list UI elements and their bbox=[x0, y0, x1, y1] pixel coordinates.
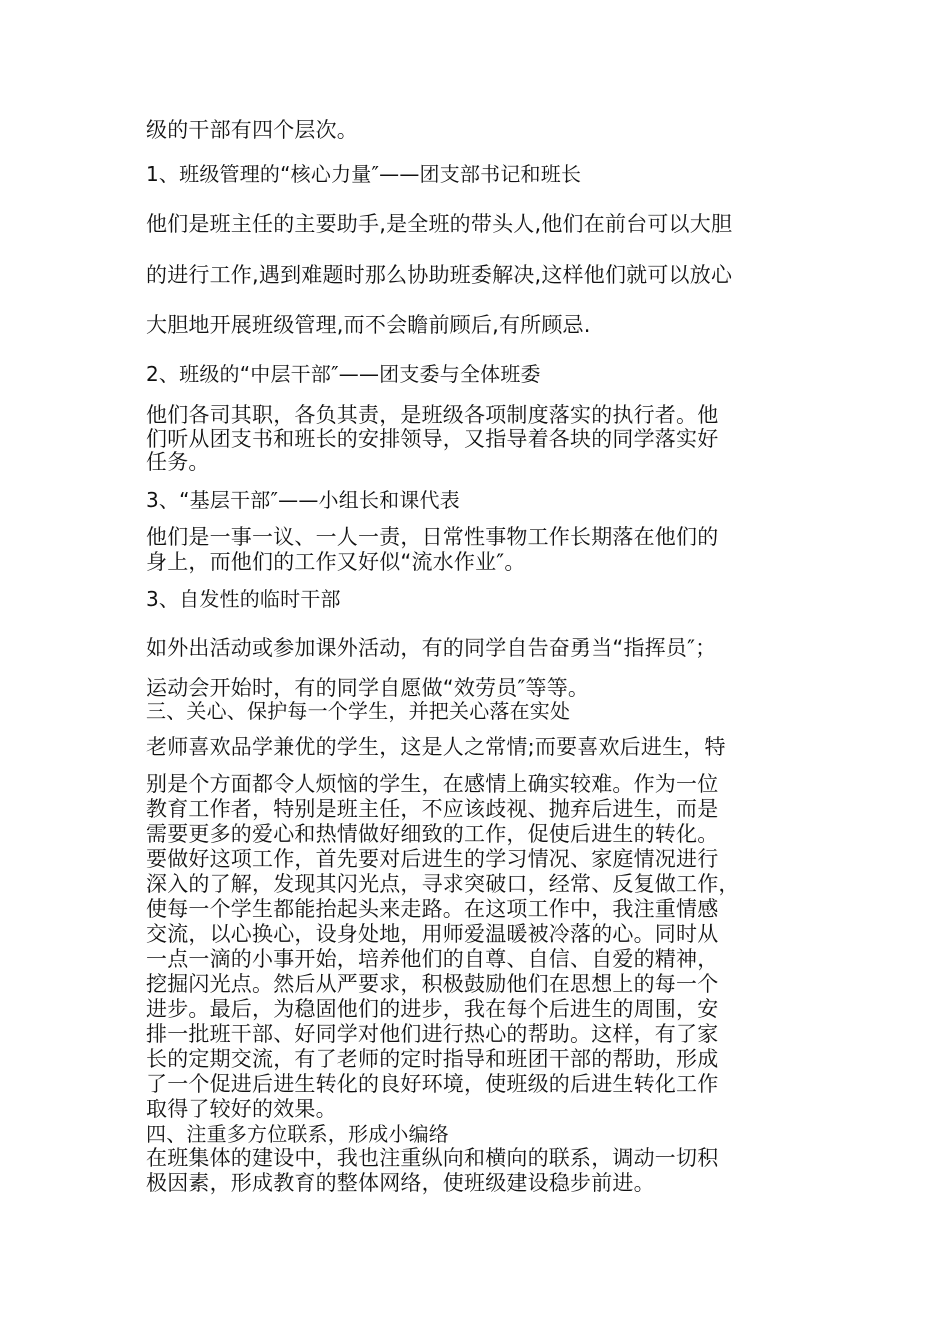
text-line: 老师喜欢品学兼优的学生，这是人之常情;而要喜欢后进生，特 bbox=[146, 735, 726, 759]
text-line: 如外出活动或参加课外活动，有的同学自告奋勇当“指挥员″； bbox=[146, 636, 717, 660]
text-line: 极因素，形成教育的整体网络，使班级建设稳步前进。 bbox=[146, 1171, 655, 1195]
text-line: 大胆地开展班级管理,而不会瞻前顾后,有所顾忌. bbox=[146, 313, 591, 337]
section-heading: 三、关心、保护每一个学生，并把关心落在实处 bbox=[146, 699, 571, 723]
text-line: 别是个方面都令人烦恼的学生，在感情上确实较难。作为一位 bbox=[146, 772, 719, 796]
text-line: 们听从团支书和班长的安排领导，又指导着各块的同学落实好 bbox=[146, 427, 719, 451]
section-heading: 2、班级的“中层干部″——团支委与全体班委 bbox=[146, 362, 541, 386]
section-heading: 四、注重多方位联系，形成小编络 bbox=[146, 1122, 449, 1146]
text-line: 使每一个学生都能抬起头来走路。在这项工作中，我注重情感 bbox=[146, 897, 719, 921]
text-line: 需要更多的爱心和热情做好细致的工作，促使后进生的转化。 bbox=[146, 822, 719, 846]
text-line: 任务。 bbox=[146, 450, 210, 474]
text-line: 他们是班主任的主要助手,是全班的带头人,他们在前台可以大胆 bbox=[146, 212, 733, 236]
text-line: 一点一滴的小事开始，培养他们的自尊、自信、自爱的精神， bbox=[146, 947, 719, 971]
text-line: 他们是一事一议、一人一责，日常性事物工作长期落在他们的 bbox=[146, 525, 719, 549]
section-heading: 3、“基层干部″——小组长和课代表 bbox=[146, 488, 460, 512]
section-heading: 3、自发性的临时干部 bbox=[146, 587, 341, 611]
text-line: 挖掘闪光点。然后从严要求，积极鼓励他们在思想上的每一个 bbox=[146, 972, 719, 996]
text-line: 深入的了解，发现其闪光点，寻求突破口，经常、反复做工作， bbox=[146, 872, 740, 896]
text-line: 的进行工作,遇到难题时那么协助班委解决,这样他们就可以放心 bbox=[146, 263, 733, 287]
text-line: 级的干部有四个层次。 bbox=[146, 118, 358, 142]
text-line: 身上，而他们的工作又好似“流水作业″。 bbox=[146, 550, 526, 574]
text-line: 排一批班干部、好同学对他们进行热心的帮助。这样，有了家 bbox=[146, 1022, 719, 1046]
section-heading: 1、班级管理的“核心力量″——团支部书记和班长 bbox=[146, 162, 582, 186]
text-line: 运动会开始时，有的同学自愿做“效劳员″等等。 bbox=[146, 676, 590, 700]
text-line: 进步。最后，为稳固他们的进步，我在每个后进生的周围，安 bbox=[146, 997, 719, 1021]
text-line: 长的定期交流，有了老师的定时指导和班团干部的帮助，形成 bbox=[146, 1047, 719, 1071]
text-line: 交流，以心换心，设身处地，用师爱温暖被冷落的心。同时从 bbox=[146, 922, 719, 946]
text-line: 他们各司其职，各负其责，是班级各项制度落实的执行者。他 bbox=[146, 403, 719, 427]
text-line: 在班集体的建设中，我也注重纵向和横向的联系，调动一切积 bbox=[146, 1146, 719, 1170]
text-line: 教育工作者，特别是班主任，不应该歧视、抛弃后进生，而是 bbox=[146, 797, 719, 821]
text-line: 取得了较好的效果。 bbox=[146, 1097, 337, 1121]
text-line: 了一个促进后进生转化的良好环境，使班级的后进生转化工作 bbox=[146, 1072, 719, 1096]
text-line: 要做好这项工作，首先要对后进生的学习情况、家庭情况进行 bbox=[146, 847, 719, 871]
